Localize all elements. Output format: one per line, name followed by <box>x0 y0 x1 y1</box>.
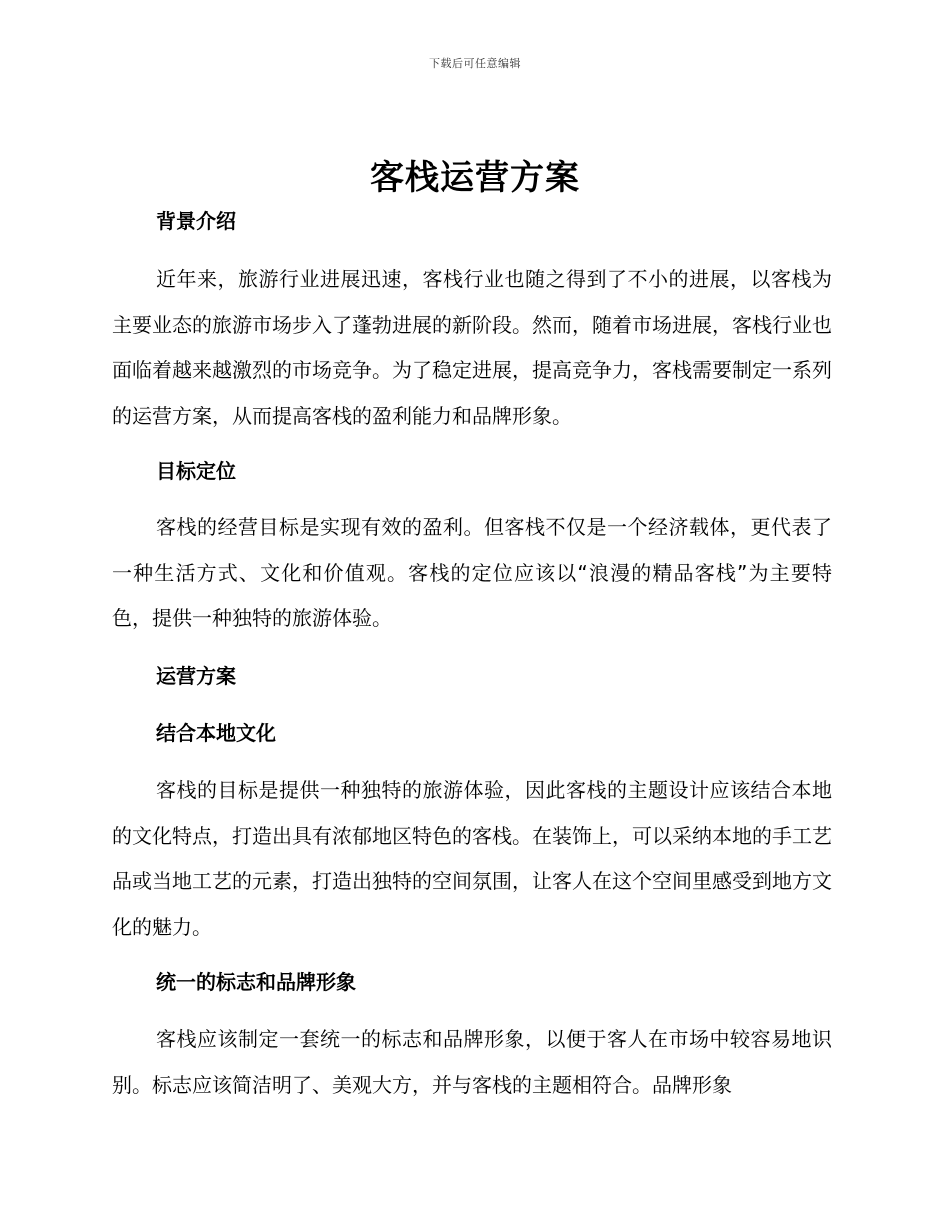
document-title: 客栈运营方案 <box>370 158 580 198</box>
paragraph-background: 近年来，旅游行业进展迅速，客栈行业也随之得到了不小的进展，以客栈为主要业态的旅游市场步入了蓬勃进展的新阶段。然而，随着市场进展，客栈行业也面临着越来越激烈的市场竞争。为了稳定进展，提高竞争力，客栈需要制定一系列的运营方案，从而提高客栈的盈利能力和品牌形象。 <box>112 267 832 428</box>
header-note: 下载后可任意编辑 <box>429 57 521 70</box>
section-heading-positioning: 目标定位 <box>156 459 236 483</box>
paragraph-local-culture: 客栈的目标是提供一种独特的旅游体验，因此客栈的主题设计应该结合本地的文化特点，打造出具有浓郁地区特色的客栈。在装饰上，可以采纳本地的手工艺品或当地工艺的元素，打造出独特的空间氛围，让客人在这个空间里感受到地方文化的魅力。 <box>112 778 832 939</box>
section-heading-brand-image: 统一的标志和品牌形象 <box>156 970 356 994</box>
paragraph-positioning: 客栈的经营目标是实现有效的盈利。但客栈不仅是一个经济载体，更代表了一种生活方式、文化和价值观。客栈的定位应该以“浪漫的精品客栈”为主要特色，提供一种独特的旅游体验。 <box>112 515 832 630</box>
paragraph-brand-image: 客栈应该制定一套统一的标志和品牌形象，以便于客人在市场中较容易地识别。标志应该简洁明了、美观大方，并与客栈的主题相符合。品牌形象 <box>112 1027 832 1097</box>
section-heading-local-culture: 结合本地文化 <box>156 721 276 745</box>
section-heading-operation-plan: 运营方案 <box>156 664 236 688</box>
section-heading-background: 背景介绍 <box>156 209 236 233</box>
